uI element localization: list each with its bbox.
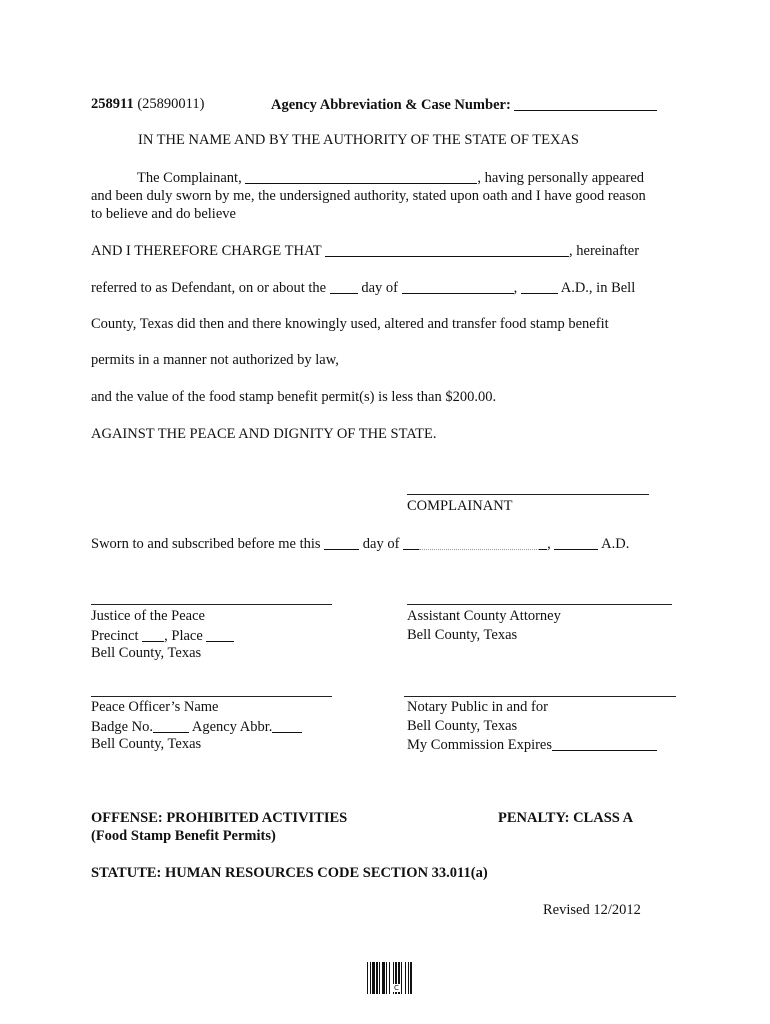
badge-blank[interactable] [153, 718, 189, 733]
justice-title: Justice of the Peace [91, 608, 205, 624]
offense-day-blank[interactable] [330, 279, 358, 294]
notary-signature-line[interactable] [404, 696, 676, 697]
precinct-label: Precinct [91, 627, 139, 644]
precinct-place [91, 627, 234, 646]
badge-agency [91, 718, 302, 737]
attorney-signature-line[interactable] [407, 604, 672, 605]
badge-label: Badge No. [91, 718, 154, 735]
commission-blank[interactable] [552, 736, 657, 751]
body-line-4: AGAINST THE PEACE AND DIGNITY OF THE STATE. [91, 426, 437, 442]
sworn-line: Sworn to and subscribed before me this day of , A.D. [91, 536, 630, 552]
complainant-line-3: to believe and do believe [91, 206, 236, 222]
defendant-name-blank[interactable] [325, 242, 569, 257]
charge-lead: AND I THEREFORE CHARGE THAT [91, 243, 322, 259]
place-label: , Place [164, 627, 203, 644]
case-number-label: Agency Abbreviation & Case Number: [271, 97, 511, 113]
agency-abbr-blank[interactable] [272, 718, 302, 733]
barcode-caption: C [394, 984, 399, 992]
officer-block [91, 699, 302, 755]
commission-expires [407, 736, 657, 755]
sworn-part1: Sworn to and subscribed before me this [91, 536, 321, 552]
justice-signature-line[interactable] [91, 604, 332, 605]
case-number-field [271, 96, 657, 114]
form-id: 258911 [91, 96, 134, 112]
defendant-part1: referred to as Defendant, on or about the [91, 280, 327, 296]
complainant-line [137, 169, 644, 187]
attorney-title: Assistant County Attorney [407, 608, 561, 624]
defendant-part2: day of [361, 280, 399, 296]
sworn-month-dotted[interactable] [419, 535, 539, 550]
complainant-name-blank[interactable] [245, 169, 477, 184]
penalty-label: PENALTY: CLASS A [498, 810, 634, 826]
statute-label: STATUTE: HUMAN RESOURCES CODE SECTION 33.011(a) [91, 865, 488, 881]
charge-line [91, 242, 639, 260]
attorney-block [407, 608, 561, 645]
revised-date: Revised 12/2012 [543, 902, 641, 918]
sworn-part2: day of [362, 536, 400, 552]
body-line-2: permits in a manner not authorized by law, [91, 352, 339, 368]
complainant-line-2: and been duly sworn by me, the undersigned authority, stated upon oath and I have good reason [91, 188, 646, 204]
offense-month-blank[interactable] [402, 279, 514, 294]
sworn-part3: A.D. [601, 536, 630, 552]
justice-county: Bell County, Texas [91, 645, 202, 661]
sworn-month-blank-b[interactable] [539, 535, 547, 550]
notary-block [407, 699, 657, 755]
complainant-lead: The Complainant, [137, 170, 242, 186]
case-number-blank[interactable] [514, 96, 657, 111]
defendant-date-line: referred to as Defendant, on or about the day of , A.D., in Bell [91, 280, 636, 296]
complainant-after-blank: , having personally appeared [477, 170, 645, 186]
defendant-part3: A.D., in Bell [560, 280, 636, 296]
form-header [91, 96, 204, 113]
justice-block [91, 608, 234, 664]
body-line-3: and the value of the food stamp benefit permit(s) is less than $200.00. [91, 389, 497, 405]
offense-title: OFFENSE: PROHIBITED ACTIVITIES [91, 810, 348, 826]
commission-label: My Commission Expires [407, 737, 553, 753]
sworn-day-blank[interactable] [324, 535, 359, 550]
notary-county: Bell County, Texas [407, 717, 518, 734]
sworn-month-blank-a[interactable] [403, 535, 419, 550]
body-line-1: County, Texas did then and there knowingly used, altered and transfer food stamp benefit [91, 316, 609, 332]
agency-abbr-label: Agency Abbr. [191, 718, 273, 735]
complainant-signature-line[interactable] [407, 494, 649, 495]
sworn-year-blank[interactable] [554, 535, 598, 550]
document-title: IN THE NAME AND BY THE AUTHORITY OF THE STATE OF TEXAS [138, 132, 579, 148]
charge-after-blank: , hereinafter [569, 243, 640, 259]
officer-signature-line[interactable] [91, 696, 332, 697]
officer-title: Peace Officer’s Name [91, 699, 219, 715]
offense-year-blank[interactable] [521, 279, 558, 294]
place-blank[interactable] [206, 627, 234, 642]
officer-county: Bell County, Texas [91, 736, 202, 752]
complainant-label: COMPLAINANT [407, 498, 513, 514]
attorney-county: Bell County, Texas [407, 626, 518, 643]
precinct-blank[interactable] [142, 627, 164, 642]
form-code: (25890011) [137, 96, 205, 112]
barcode-icon [367, 962, 427, 996]
offense-subtitle: (Food Stamp Benefit Permits) [91, 828, 276, 844]
notary-title: Notary Public in and for [407, 699, 548, 715]
